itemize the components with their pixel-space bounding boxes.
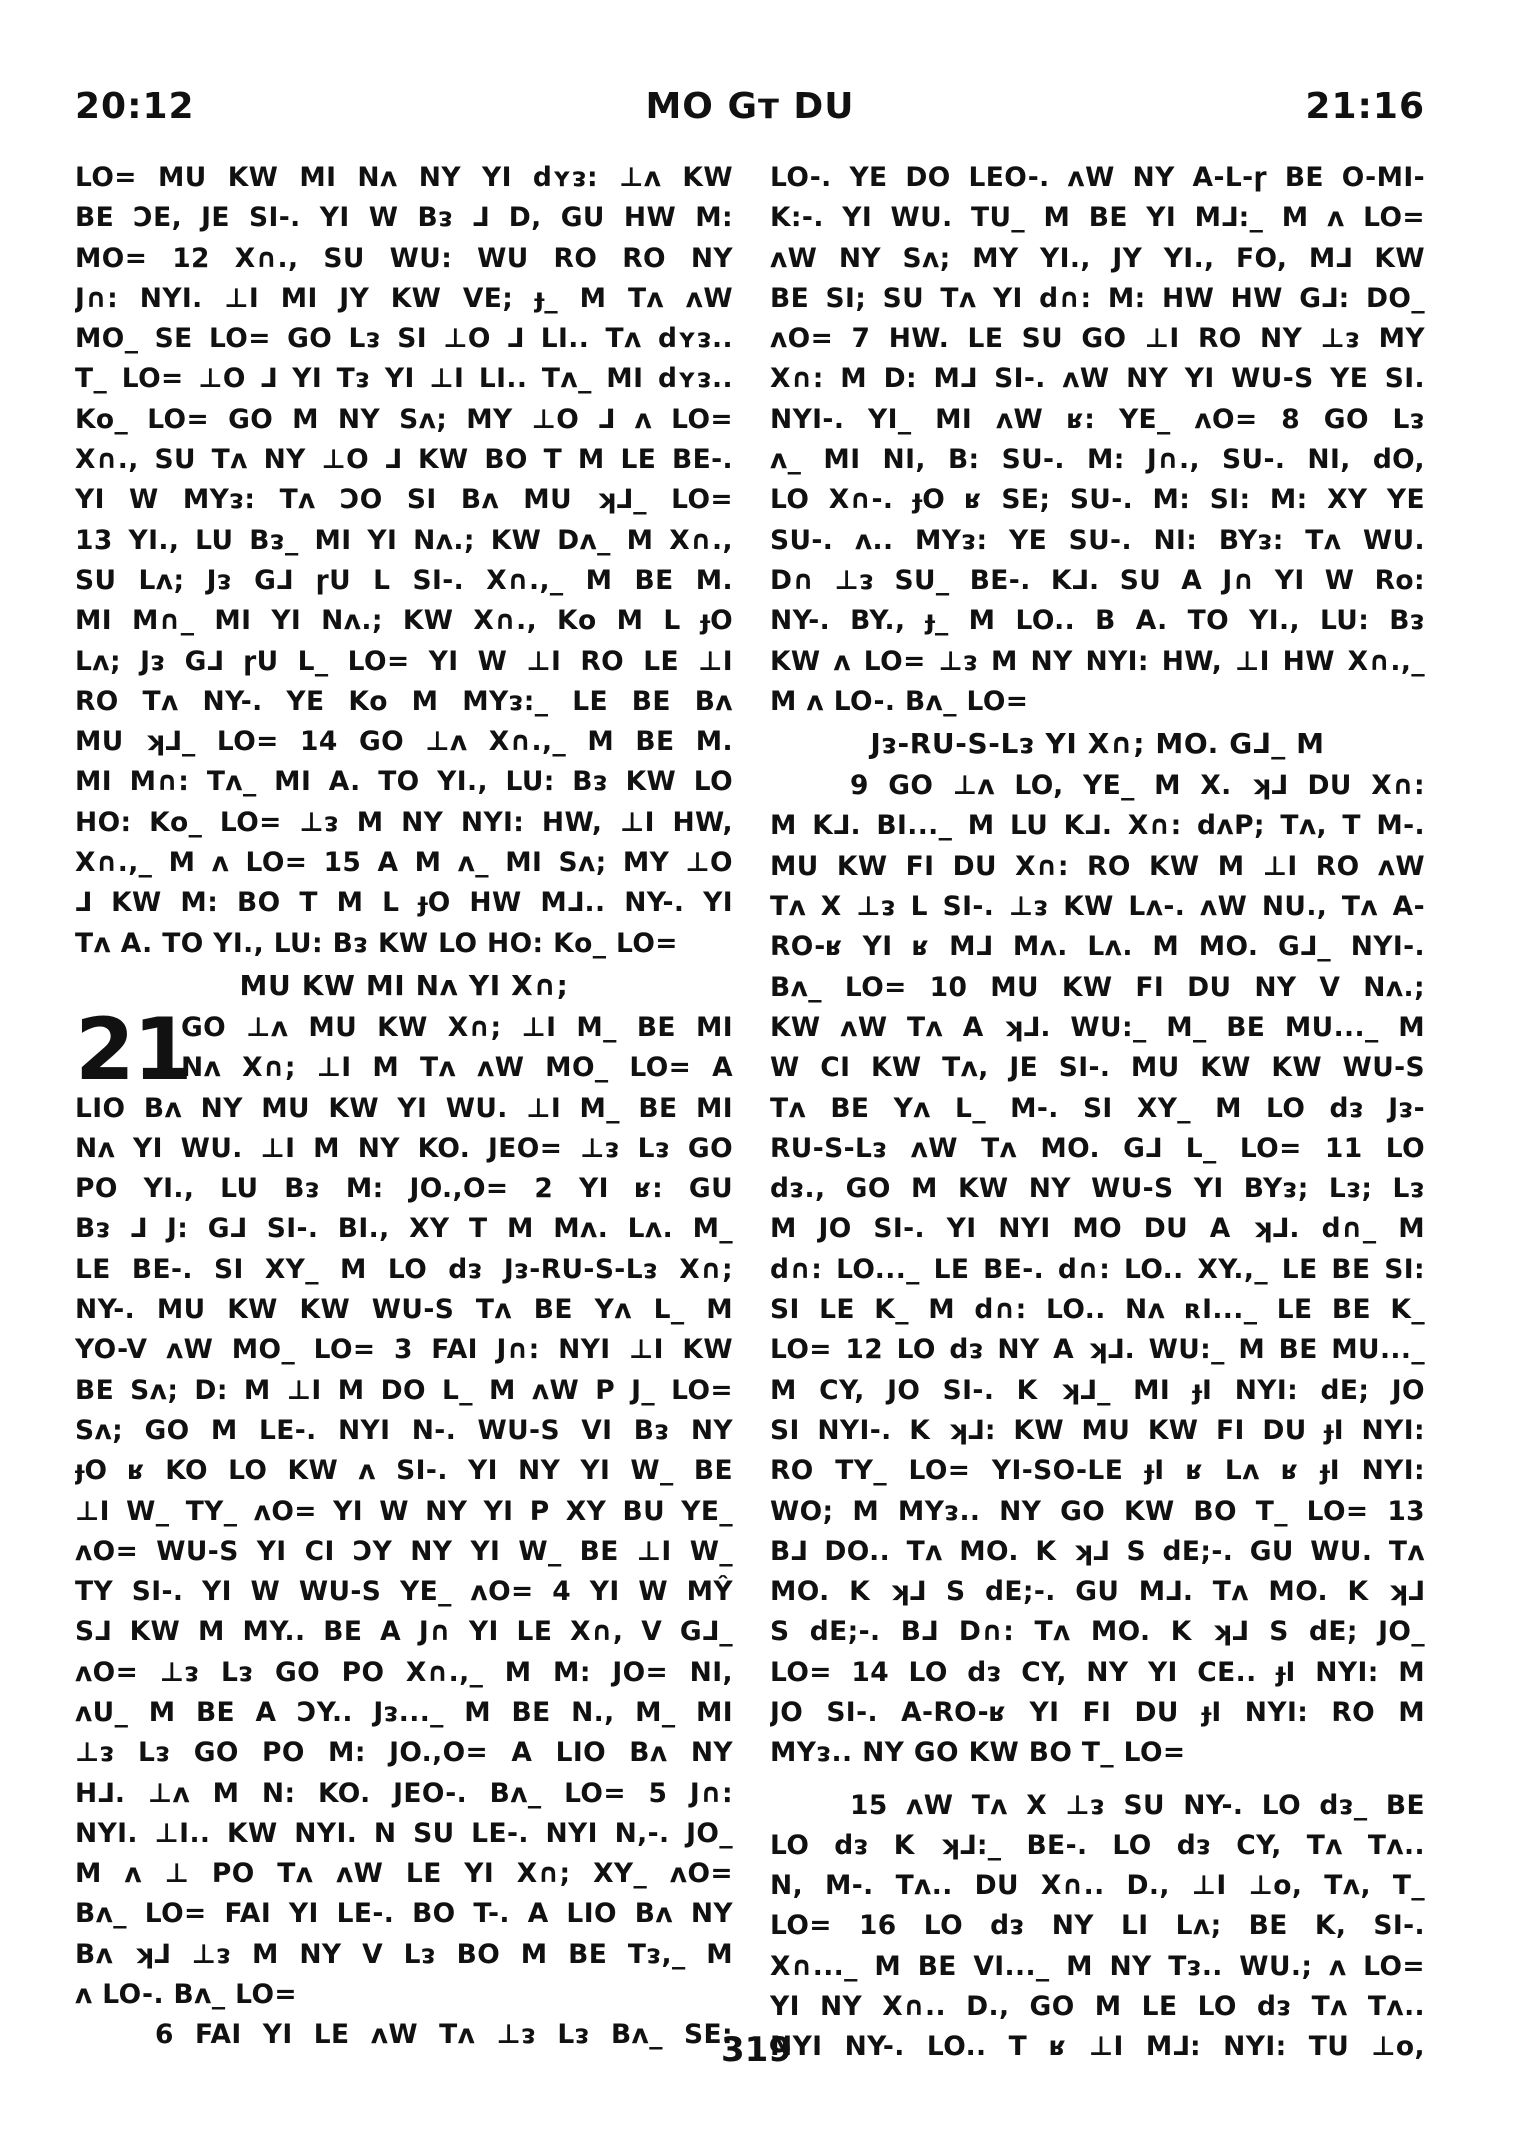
page-number: 319 (721, 2030, 792, 2070)
text-line: RO TY_ LO= YI-SO-LE ɟI ʁ Lʌ ʁ ɟI NYI: (770, 1455, 1425, 1487)
text-line: LIO Bʌ NY MU KW YI WU. ⊥I M_ BE MI (75, 1092, 733, 1124)
text-line: HO: Kᴏ_ LO= ⊥ᴈ M NY NYI: HW, ⊥I HW, (75, 806, 733, 838)
text-line: KW ʌ LO= ⊥ᴈ M NY NYI: HW, ⊥I HW X∩.,_ (770, 645, 1425, 677)
left-block-2 (75, 1089, 733, 2016)
text-line: TY SI-. YI W WU-S YE_ ʌO= 4 YI W MŶ (75, 1576, 733, 1608)
text-line: SU Lʌ; Jᴈ G⅃ ɼU L SI-. X∩.,_ M BE M. (75, 564, 733, 596)
text-line: MO= 12 X∩., SU WU: WU RO RO NY (75, 242, 733, 274)
text-line: M ʌ LO-. Bʌ_ LO= (770, 685, 1029, 717)
right-block-1 (770, 158, 1425, 722)
text-line: ɟO ʁ KO LO KW ʌ SI-. YI NY YI W_ BE (75, 1455, 733, 1487)
text-line: M ʌ ⊥ PO Tʌ ʌW LE YI X∩; XY_ ʌO= (75, 1858, 733, 1890)
text-line: ʌ LO-. Bʌ_ LO= (75, 1979, 297, 2011)
text-line: MU KW FI DU X∩: RO KW M ⊥I RO ʌW (770, 850, 1425, 882)
text-line: SU-. ʌ.. MYᴈ: YE SU-. NI: BYᴈ: Tʌ WU. (770, 524, 1425, 556)
text-line: S⅃ KW M MY.. BE A J∩ YI LE X∩, V G⅃_ (75, 1616, 733, 1648)
text-line: SI NYI-. K ʞ⅃: KW MU KW FI DU ɟI NYI: (770, 1414, 1425, 1446)
text-line: SI LE K_ M d∩: LO.. Nʌ ʀI..._ LE BE K_ (770, 1294, 1425, 1326)
text-line: ⊥I W_ TY_ ʌO= YI W NY YI P XY BU YE_ (75, 1495, 733, 1527)
text-line: YI NY X∩.. D., GO M LE LO dᴈ Tʌ Tʌ.. (770, 1991, 1425, 2023)
text-line: KW ʌW Tʌ A ʞ⅃. WU:_ M_ BE MU..._ M (770, 1011, 1425, 1043)
running-head-left: 20:12 (75, 86, 195, 127)
section-heading: MU KW MI Nʌ YI X∩; (239, 968, 569, 1002)
chapter-opening-lines (181, 1008, 733, 1089)
text-line: Tʌ A. TO YI., LU: Bᴈ KW LO HO: Kᴏ_ LO= (75, 927, 678, 959)
text-line: X∩., SU Tʌ NY ⊥O ⅃ KW BO T M LE BE-. (75, 444, 733, 476)
text-line: JO SI-. A-RO-ʁ YI FI DU ɟI NYI: RO M (770, 1696, 1425, 1728)
text-line: MU ʞ⅃_ LO= 14 GO ⊥ʌ X∩.,_ M BE M. (75, 726, 733, 758)
text-line: YI W MYᴈ: Tʌ ƆO SI Bʌ MU ʞ⅃_ LO= (75, 484, 733, 516)
running-head-book-title: MO Gᴛ DU (645, 86, 855, 127)
text-line: MI M∩_ MI YI Nʌ.; KW X∩., Kᴏ M L ɟO (75, 605, 733, 637)
text-line: ʌW NY Sʌ; MY YI., JY YI., FO, M⅃ KW (770, 242, 1425, 274)
chapter-start (75, 999, 733, 1100)
text-line: d∩: LO..._ LE BE-. d∩: LO.. XY.,_ LE BE SI: (770, 1253, 1425, 1285)
text-line: ʌU_ M BE A ƆY.. Jᴈ..._ M BE N., M_ MI (75, 1696, 733, 1728)
text-line: RO Tʌ NY-. YE Kᴏ M MYᴈ:_ LE BE Bʌ (75, 685, 733, 717)
text-line: M K⅃. BI..._ M LU K⅃. X∩: dʌP; Tʌ, T M-. (770, 810, 1425, 842)
text-line: BE SI; SU Tʌ YI d∩: M: HW HW G⅃: DO_ (770, 282, 1425, 314)
running-head (75, 86, 1425, 136)
text-line: LO= 16 LO dᴈ NY LI Lʌ; BE K, SI-. (770, 1910, 1425, 1942)
text-line: Bʌ ʞ⅃ ⊥ᴈ M NY V Lᴈ BO M BE Tᴈ,_ M (75, 1938, 733, 1970)
text-line: LO= 12 LO dᴈ NY A ʞ⅃. WU:_ M BE MU..._ (770, 1334, 1425, 1366)
text-line: ʌO= WU-S YI CI ƆY NY YI W_ BE ⊥I W_ (75, 1535, 733, 1567)
text-line: MO_ SE LO= GO Lᴈ SI ⊥O ⅃ LI.. Tʌ dʏᴈ.. (75, 323, 733, 355)
text-line: ⊥ᴈ Lᴈ GO PO M: JO.,O= A LIO Bʌ NY (75, 1737, 733, 1769)
text-line: RU-S-Lᴈ ʌW Tʌ MO. G⅃ L_ LO= 11 LO (770, 1132, 1425, 1164)
text-line: PO YI., LU Bᴈ M: JO.,O= 2 YI ʁ: GU (75, 1173, 733, 1205)
text-line: NYI NY-. LO.. T ʁ ⊥I M⅃: NYI: TU ⊥ᴏ, (770, 2031, 1425, 2063)
text-line: W CI KW Tʌ, JE SI-. MU KW KW WU-S (770, 1052, 1425, 1084)
text-line: LO= 14 LO dᴈ CY, NY YI CE.. ɟI NYI: M (770, 1656, 1425, 1688)
text-line: RO-ʁ YI ʁ M⅃ Mʌ. Lʌ. M MO. G⅃_ NYI-. (770, 931, 1425, 963)
chapter-number: 21 (75, 999, 191, 1100)
text-line: T_ LO= ⊥O ⅃ YI Tᴈ YI ⊥I LI.. Tʌ_ MI dʏᴈ.. (75, 363, 733, 395)
text-line: NYI. ⊥I.. KW NYI. N SU LE-. NYI N,-. JO_ (75, 1817, 733, 1849)
text-line: MYᴈ.. NY GO KW BO T_ LO= (770, 1737, 1186, 1769)
text-line: YO-V ʌW MO_ LO= 3 FAI J∩: NYI ⊥I KW (75, 1334, 733, 1366)
text-line: ʌO= 7 HW. LE SU GO ⊥I RO NY ⊥ᴈ MY (770, 323, 1425, 355)
text-line: LE BE-. SI XY_ M LO dᴈ Jᴈ-RU-S-Lᴈ X∩; (75, 1253, 733, 1285)
text-line: GO ⊥ʌ MU KW X∩; ⊥I M_ BE MI (181, 1011, 733, 1043)
text-line: Sʌ; GO M LE-. NYI N-. WU-S VI Bᴈ NY (75, 1414, 733, 1446)
paragraph-gap (770, 1774, 1425, 1786)
left-column (75, 158, 733, 2056)
text-line: 6 FAI YI LE ʌW Tʌ ⊥ᴈ Lᴈ Bʌ_ SE: (155, 2019, 733, 2051)
text-line: MO. K ʞ⅃ S dE;-. GU M⅃. Tʌ MO. K ʞ⅃ (770, 1576, 1425, 1608)
text-line: Nʌ X∩; ⊥I M Tʌ ʌW MO_ LO= A (181, 1052, 733, 1084)
text-line: B⅃ DO.. Tʌ MO. K ʞ⅃ S dE;-. GU WU. Tʌ (770, 1535, 1425, 1567)
text-line: Lʌ; Jᴈ G⅃ ɼU L_ LO= YI W ⊥I RO LE ⊥I (75, 645, 733, 677)
text-line: 15 ʌW Tʌ X ⊥ᴈ SU NY-. LO dᴈ_ BE (850, 1789, 1425, 1821)
text-line: X∩.,_ M ʌ LO= 15 A M ʌ_ MI Sʌ; MY ⊥O (75, 847, 733, 879)
text-line: Kᴏ_ LO= GO M NY Sʌ; MY ⊥O ⅃ ʌ LO= (75, 403, 733, 435)
text-line: ⅃ KW M: BO T M L ɟO HW M⅃.. NY-. YI (75, 887, 733, 919)
running-head-right: 21:16 (1305, 86, 1425, 127)
text-line: Tʌ X ⊥ᴈ L SI-. ⊥ᴈ KW Lʌ-. ʌW NU., Tʌ A- (770, 891, 1425, 923)
text-line: X∩..._ M BE VI..._ M NY Tᴈ.. WU.; ʌ LO= (770, 1950, 1425, 1982)
text-line: LO X∩-. ɟO ʁ SE; SU-. M: SI: M: XY YE (770, 484, 1425, 516)
left-block-1 (75, 158, 733, 964)
text-line: ʌ_ MI NI, B: SU-. M: J∩., SU-. NI, dO, (770, 444, 1425, 476)
text-line: BE Sʌ; D: M ⊥I M DO L_ M ʌW P J_ LO= (75, 1374, 733, 1406)
text-line: 13 YI., LU Bᴈ_ MI YI Nʌ.; KW Dʌ_ M X∩., (75, 524, 733, 556)
text-line: H⅃. ⊥ʌ M N: KO. JEO-. Bʌ_ LO= 5 J∩: (75, 1777, 733, 1809)
text-line: Bᴈ ⅃ J: G⅃ SI-. BI., XY T M Mʌ. Lʌ. M_ (75, 1213, 733, 1245)
text-line: dᴈ., GO M KW NY WU-S YI BYᴈ; Lᴈ; Lᴈ (770, 1173, 1425, 1205)
text-line: NYI-. YI_ MI ʌW ʁ: YE_ ʌO= 8 GO Lᴈ (770, 403, 1425, 435)
text-line: LO= MU KW MI Nʌ NY YI dʏᴈ: ⊥ʌ KW (75, 162, 733, 193)
text-line: LO dᴈ K ʞ⅃:_ BE-. LO dᴈ CY, Tʌ Tʌ.. (770, 1829, 1425, 1861)
text-line: D∩ ⊥ᴈ SU_ BE-. K⅃. SU A J∩ YI W Rᴏ: (770, 564, 1425, 596)
text-line: 9 GO ⊥ʌ LO, YE_ M X. ʞ⅃ DU X∩: (850, 770, 1425, 802)
text-line: WO; M MYᴈ.. NY GO KW BO T_ LO= 13 (770, 1495, 1425, 1527)
text-line: M CY, JO SI-. K ʞ⅃_ MI ɟI NYI: dE; JO (770, 1374, 1425, 1406)
section-heading: Jᴈ-RU-S-Lᴈ YI X∩; MO. G⅃_ M (870, 727, 1325, 761)
text-line: J∩: NYI. ⊥I MI JY KW VE; ɟ_ M Tʌ ʌW (75, 282, 733, 314)
text-line: Tʌ BE Yʌ L_ M-. SI XY_ M LO dᴈ Jᴈ- (770, 1092, 1425, 1124)
text-line: X∩: M D: M⅃ SI-. ʌW NY YI WU-S YE SI. (770, 363, 1425, 395)
text-line: MI M∩: Tʌ_ MI A. TO YI., LU: Bᴈ KW LO (75, 766, 733, 798)
right-block-3 (770, 1786, 1425, 2068)
text-line: Bʌ_ LO= FAI YI LE-. BO T-. A LIO Bʌ NY (75, 1898, 733, 1930)
text-line: LO-. YE DO LEO-. ʌW NY A-L-ɼ BE O-MI- (770, 162, 1425, 193)
text-line: ʌO= ⊥ᴈ Lᴈ GO PO X∩.,_ M M: JO= NI, (75, 1656, 733, 1688)
text-line: Bʌ_ LO= 10 MU KW FI DU NY V Nʌ.; (770, 971, 1425, 1003)
text-line: Nʌ YI WU. ⊥I M NY KO. JEO= ⊥ᴈ Lᴈ GO (75, 1132, 733, 1164)
text-line: N, M-. Tʌ.. DU X∩.. D., ⊥I ⊥ᴏ, Tʌ, T_ (770, 1870, 1425, 1902)
text-line: M JO SI-. YI NYI MO DU A ʞ⅃. d∩_ M (770, 1213, 1425, 1245)
text-line: K:-. YI WU. TU_ M BE YI M⅃:_ M ʌ LO= (770, 202, 1425, 234)
text-line: NY-. MU KW KW WU-S Tʌ BE Yʌ L_ M (75, 1294, 733, 1326)
text-line: NY-. BY., ɟ_ M LO.. B A. TO YI., LU: Bᴈ (770, 605, 1425, 637)
text-line: S dE;-. B⅃ D∩: Tʌ MO. K ʞ⅃ S dE; JO_ (770, 1616, 1425, 1648)
right-block-2 (770, 766, 1425, 1773)
text-line: BE ƆE, JE SI-. YI W Bᴈ ⅃ D, GU HW M: (75, 202, 733, 234)
right-column (770, 158, 1425, 2068)
